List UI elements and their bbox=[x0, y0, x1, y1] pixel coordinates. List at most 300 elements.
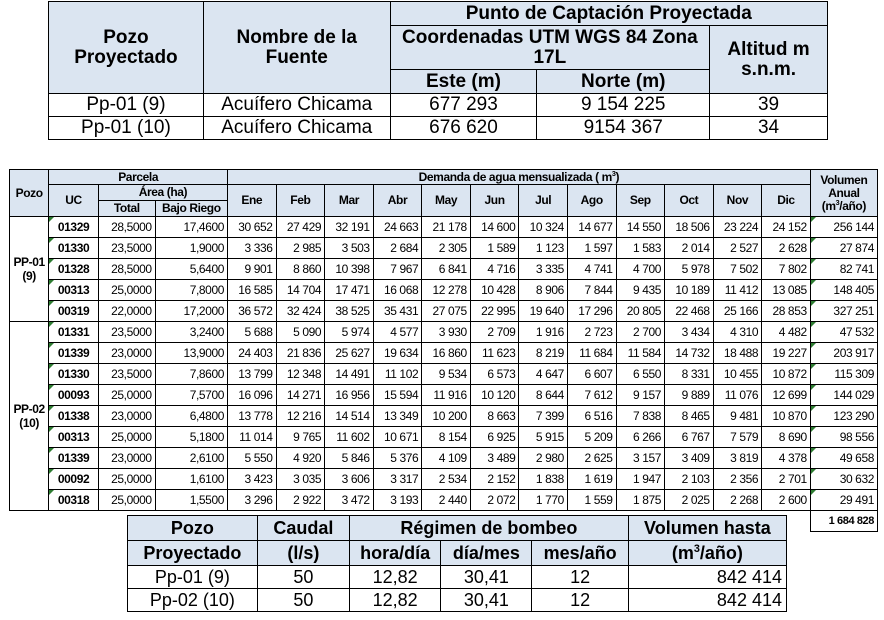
cell-month: 20 805 bbox=[616, 301, 665, 322]
cell-month: 5 550 bbox=[228, 448, 277, 469]
cell-month: 11 076 bbox=[713, 385, 762, 406]
cell-month: 2 152 bbox=[470, 469, 519, 490]
header-regimen: Régimen de bombeo bbox=[350, 516, 629, 541]
header-punto: Punto de Captación Proyectada bbox=[390, 2, 827, 26]
cell-volumen: 203 917 bbox=[810, 343, 877, 364]
cell-fuente: Acuífero Chicama bbox=[203, 117, 390, 140]
cell-altitud: 34 bbox=[710, 117, 828, 140]
cell-total: 23,5000 bbox=[98, 364, 155, 385]
cell-month: 2 723 bbox=[567, 322, 616, 343]
volumen-unit-end: /año) bbox=[839, 198, 866, 213]
cell-month: 9 534 bbox=[422, 364, 471, 385]
cell-month: 4 647 bbox=[519, 364, 568, 385]
cell-month: 6 607 bbox=[567, 364, 616, 385]
cell-month: 10 870 bbox=[762, 406, 811, 427]
cell-month: 2 305 bbox=[422, 238, 471, 259]
cell-month: 3 409 bbox=[665, 448, 714, 469]
cell-month: 3 193 bbox=[373, 490, 422, 511]
volumen-unit bbox=[811, 197, 877, 213]
cell-bajo-riego: 3,2400 bbox=[155, 322, 227, 343]
cell-month: 11 684 bbox=[567, 343, 616, 364]
cell-month: 14 600 bbox=[470, 217, 519, 238]
cell-month: 8 154 bbox=[422, 427, 471, 448]
cell-pozo: Pp-01 (9) bbox=[128, 566, 258, 589]
cell-month: 19 634 bbox=[373, 343, 422, 364]
header-volumen-2 bbox=[628, 541, 786, 566]
header-volumen bbox=[810, 170, 877, 217]
month-header: Sep bbox=[616, 185, 665, 217]
cell-month: 3 296 bbox=[228, 490, 277, 511]
cell-month: 10 189 bbox=[665, 280, 714, 301]
cell-month: 13 778 bbox=[228, 406, 277, 427]
cell-month: 7 802 bbox=[762, 259, 811, 280]
cell-bajo-riego: 2,6100 bbox=[155, 448, 227, 469]
cell-month: 9 889 bbox=[665, 385, 714, 406]
cell-month: 10 455 bbox=[713, 364, 762, 385]
cell-month: 3 472 bbox=[325, 490, 374, 511]
table-row bbox=[10, 490, 878, 511]
month-header: Jul bbox=[519, 185, 568, 217]
cell-month: 7 838 bbox=[616, 406, 665, 427]
header-parcela: Parcela bbox=[49, 170, 228, 185]
cell-month: 10 324 bbox=[519, 217, 568, 238]
cell-volumen: 148 405 bbox=[810, 280, 877, 301]
header-coordenadas: Coordenadas UTM WGS 84 Zona 17L bbox=[390, 26, 710, 70]
cell-month: 8 690 bbox=[762, 427, 811, 448]
cell-month: 6 573 bbox=[470, 364, 519, 385]
cell-uc: 01339 bbox=[49, 448, 99, 469]
cell-volumen: 82 741 bbox=[810, 259, 877, 280]
cell-month: 3 819 bbox=[713, 448, 762, 469]
cell-month: 14 732 bbox=[665, 343, 714, 364]
cell-month: 5 209 bbox=[567, 427, 616, 448]
table-row bbox=[10, 343, 878, 364]
cell-norte: 9 154 225 bbox=[537, 94, 710, 117]
header-fuente: Nombre de la Fuente bbox=[203, 2, 390, 94]
cell-caudal: 50 bbox=[257, 566, 349, 589]
cell-bajo-riego: 17,2000 bbox=[155, 301, 227, 322]
cell-month: 10 398 bbox=[325, 259, 374, 280]
cell-month: 8 644 bbox=[519, 385, 568, 406]
table-row bbox=[10, 322, 878, 343]
cell-month: 15 594 bbox=[373, 385, 422, 406]
cell-pozo: Pp-01 (10) bbox=[49, 117, 204, 140]
cell-total: 23,0000 bbox=[98, 406, 155, 427]
volumen-label: Volumen Anual bbox=[820, 172, 868, 200]
cell-month: 19 640 bbox=[519, 301, 568, 322]
header-pozo: Pozo bbox=[10, 170, 49, 217]
cell-bajo-riego: 1,5500 bbox=[155, 490, 227, 511]
cell-month: 5 688 bbox=[228, 322, 277, 343]
cell-month: 11 102 bbox=[373, 364, 422, 385]
table-row bbox=[10, 280, 878, 301]
cell-caudal: 50 bbox=[257, 589, 349, 612]
header-dia: día/mes bbox=[441, 541, 532, 566]
month-header: Oct bbox=[665, 185, 714, 217]
cell-month: 8 860 bbox=[276, 259, 325, 280]
header-pozo-2: Proyectado bbox=[128, 541, 258, 566]
cell-month: 4 920 bbox=[276, 448, 325, 469]
header-total: Total bbox=[98, 201, 155, 217]
cell-month: 2 980 bbox=[519, 448, 568, 469]
cell-uc: 01329 bbox=[49, 217, 99, 238]
cell-month: 6 925 bbox=[470, 427, 519, 448]
cell-month: 7 612 bbox=[567, 385, 616, 406]
cell-month: 1 875 bbox=[616, 490, 665, 511]
cell-month: 7 399 bbox=[519, 406, 568, 427]
pozo-line2: (9) bbox=[22, 269, 36, 283]
cell-month: 11 412 bbox=[713, 280, 762, 301]
month-header: Mar bbox=[325, 185, 374, 217]
cell-month: 22 468 bbox=[665, 301, 714, 322]
cell-month: 14 514 bbox=[325, 406, 374, 427]
cell-month: 9 435 bbox=[616, 280, 665, 301]
table-row bbox=[128, 566, 787, 589]
table-row bbox=[10, 385, 878, 406]
month-header: Ene bbox=[228, 185, 277, 217]
cell-month: 24 403 bbox=[228, 343, 277, 364]
cell-month: 1 770 bbox=[519, 490, 568, 511]
table-row bbox=[10, 217, 878, 238]
cell-month: 2 922 bbox=[276, 490, 325, 511]
cell-month: 8 219 bbox=[519, 343, 568, 364]
pozo-line1: PP-01 bbox=[13, 255, 45, 269]
month-header: May bbox=[422, 185, 471, 217]
cell-month: 19 227 bbox=[762, 343, 811, 364]
cell-month: 5 376 bbox=[373, 448, 422, 469]
cell-month: 2 440 bbox=[422, 490, 471, 511]
cell-volumen: 123 290 bbox=[810, 406, 877, 427]
month-header: Jun bbox=[470, 185, 519, 217]
cell-month: 3 489 bbox=[470, 448, 519, 469]
cell-month: 13 085 bbox=[762, 280, 811, 301]
cell-norte: 9154 367 bbox=[537, 117, 710, 140]
cell-month: 9 901 bbox=[228, 259, 277, 280]
cell-month: 2 628 bbox=[762, 238, 811, 259]
cell-total: 23,0000 bbox=[98, 343, 155, 364]
cell-month: 5 978 bbox=[665, 259, 714, 280]
cell-month: 1 916 bbox=[519, 322, 568, 343]
header-area: Área (ha) bbox=[98, 185, 227, 201]
cell-month: 3 157 bbox=[616, 448, 665, 469]
cell-month: 6 516 bbox=[567, 406, 616, 427]
cell-month: 23 224 bbox=[713, 217, 762, 238]
cell-month: 8 331 bbox=[665, 364, 714, 385]
cell-month: 16 068 bbox=[373, 280, 422, 301]
cell-month: 2 356 bbox=[713, 469, 762, 490]
cell-total: 23,0000 bbox=[98, 448, 155, 469]
header-caudal-1: Caudal bbox=[257, 516, 349, 541]
cell-uc: 00093 bbox=[49, 385, 99, 406]
cell-month: 14 491 bbox=[325, 364, 374, 385]
cell-month: 14 271 bbox=[276, 385, 325, 406]
cell-month: 32 191 bbox=[325, 217, 374, 238]
cell-month: 28 853 bbox=[762, 301, 811, 322]
cell-month: 2 103 bbox=[665, 469, 714, 490]
cell-month: 6 550 bbox=[616, 364, 665, 385]
cell-month: 11 014 bbox=[228, 427, 277, 448]
cell-month: 18 488 bbox=[713, 343, 762, 364]
cell-month: 12 278 bbox=[422, 280, 471, 301]
cell-total: 25,0000 bbox=[98, 427, 155, 448]
cell-month: 3 503 bbox=[325, 238, 374, 259]
cell-total: 28,5000 bbox=[98, 217, 155, 238]
cell-month: 4 109 bbox=[422, 448, 471, 469]
table-row bbox=[10, 448, 878, 469]
cell-month: 21 836 bbox=[276, 343, 325, 364]
cell-month: 3 606 bbox=[325, 469, 374, 490]
cell-dia: 30,41 bbox=[441, 566, 532, 589]
volumen-sup: 3 bbox=[835, 197, 840, 207]
cell-bajo-riego: 6,4800 bbox=[155, 406, 227, 427]
month-header: Dic bbox=[762, 185, 811, 217]
table-row bbox=[49, 117, 828, 140]
cell-month: 27 075 bbox=[422, 301, 471, 322]
cell-uc: 00092 bbox=[49, 469, 99, 490]
demanda-sup: 3 bbox=[611, 168, 616, 178]
cell-total: 25,0000 bbox=[98, 469, 155, 490]
cell-bajo-riego: 17,4600 bbox=[155, 217, 227, 238]
cell-volumen: 47 532 bbox=[810, 322, 877, 343]
cell-month: 17 471 bbox=[325, 280, 374, 301]
cell-month: 3 423 bbox=[228, 469, 277, 490]
demanda-label: Demanda de agua mensualizada ( m bbox=[418, 169, 612, 184]
cell-month: 10 120 bbox=[470, 385, 519, 406]
cell-month: 16 585 bbox=[228, 280, 277, 301]
cell-month: 5 915 bbox=[519, 427, 568, 448]
cell-month: 7 844 bbox=[567, 280, 616, 301]
cell-uc: 00313 bbox=[49, 280, 99, 301]
cell-total: 22,0000 bbox=[98, 301, 155, 322]
cell-month: 7 579 bbox=[713, 427, 762, 448]
cell-month: 2 268 bbox=[713, 490, 762, 511]
cell-month: 38 525 bbox=[325, 301, 374, 322]
cell-month: 24 152 bbox=[762, 217, 811, 238]
cell-month: 3 336 bbox=[228, 238, 277, 259]
month-header: Abr bbox=[373, 185, 422, 217]
pozo-line2: (10) bbox=[19, 416, 39, 430]
cell-uc: 01339 bbox=[49, 343, 99, 364]
header-pozo: Pozo Proyectado bbox=[49, 2, 204, 94]
cell-month: 3 434 bbox=[665, 322, 714, 343]
cell-hora: 12,82 bbox=[350, 589, 441, 612]
cell-month: 2 701 bbox=[762, 469, 811, 490]
cell-bajo-riego: 7,8600 bbox=[155, 364, 227, 385]
captacion-table bbox=[48, 1, 828, 140]
cell-month: 14 677 bbox=[567, 217, 616, 238]
cell-month: 2 014 bbox=[665, 238, 714, 259]
cell-uc: 01330 bbox=[49, 238, 99, 259]
header-uc: UC bbox=[49, 185, 99, 217]
header-altitud: Altitud m s.n.m. bbox=[710, 26, 828, 94]
cell-month: 30 652 bbox=[228, 217, 277, 238]
cell-month: 10 200 bbox=[422, 406, 471, 427]
cell-volumen: 98 556 bbox=[810, 427, 877, 448]
header-este: Este (m) bbox=[390, 70, 537, 94]
cell-month: 16 096 bbox=[228, 385, 277, 406]
cell-month: 6 266 bbox=[616, 427, 665, 448]
cell-month: 3 335 bbox=[519, 259, 568, 280]
cell-volumen: 842 414 bbox=[628, 589, 786, 612]
pozo-group-label bbox=[10, 322, 49, 511]
grand-total: 1 684 828 bbox=[810, 511, 877, 532]
table-row bbox=[10, 301, 878, 322]
cell-month: 11 916 bbox=[422, 385, 471, 406]
header-hora: hora/día bbox=[350, 541, 441, 566]
table-row bbox=[10, 364, 878, 385]
cell-month: 4 741 bbox=[567, 259, 616, 280]
cell-mes: 12 bbox=[532, 566, 628, 589]
cell-month: 13 349 bbox=[373, 406, 422, 427]
cell-month: 2 985 bbox=[276, 238, 325, 259]
cell-month: 32 424 bbox=[276, 301, 325, 322]
cell-month: 27 429 bbox=[276, 217, 325, 238]
cell-month: 24 663 bbox=[373, 217, 422, 238]
cell-month: 4 716 bbox=[470, 259, 519, 280]
cell-hora: 12,82 bbox=[350, 566, 441, 589]
demanda-table bbox=[9, 169, 878, 532]
cell-month: 36 572 bbox=[228, 301, 277, 322]
cell-total: 25,0000 bbox=[98, 385, 155, 406]
cell-pozo: Pp-01 (9) bbox=[49, 94, 204, 117]
header-mes: mes/año bbox=[532, 541, 628, 566]
cell-month: 2 527 bbox=[713, 238, 762, 259]
cell-volumen: 842 414 bbox=[628, 566, 786, 589]
table-row bbox=[128, 589, 787, 612]
cell-month: 2 600 bbox=[762, 490, 811, 511]
cell-month: 4 577 bbox=[373, 322, 422, 343]
cell-month: 5 974 bbox=[325, 322, 374, 343]
cell-volumen: 49 658 bbox=[810, 448, 877, 469]
header-pozo-1: Pozo bbox=[128, 516, 258, 541]
cell-bajo-riego: 7,8000 bbox=[155, 280, 227, 301]
cell-uc: 00319 bbox=[49, 301, 99, 322]
cell-month: 1 559 bbox=[567, 490, 616, 511]
cell-dia: 30,41 bbox=[441, 589, 532, 612]
cell-month: 11 623 bbox=[470, 343, 519, 364]
cell-bajo-riego: 1,6100 bbox=[155, 469, 227, 490]
vol-sup: 3 bbox=[693, 543, 700, 555]
vol-unit-end: /año) bbox=[699, 543, 743, 563]
bombeo-table bbox=[127, 515, 787, 612]
cell-month: 9 157 bbox=[616, 385, 665, 406]
cell-month: 25 166 bbox=[713, 301, 762, 322]
cell-este: 676 620 bbox=[390, 117, 537, 140]
cell-month: 10 671 bbox=[373, 427, 422, 448]
cell-month: 10 872 bbox=[762, 364, 811, 385]
cell-month: 8 906 bbox=[519, 280, 568, 301]
table-row bbox=[49, 94, 828, 117]
pozo-line1: PP-02 bbox=[13, 402, 45, 416]
cell-fuente: Acuífero Chicama bbox=[203, 94, 390, 117]
cell-month: 16 956 bbox=[325, 385, 374, 406]
cell-este: 677 293 bbox=[390, 94, 537, 117]
table-row bbox=[10, 259, 878, 280]
cell-month: 25 627 bbox=[325, 343, 374, 364]
cell-total: 25,0000 bbox=[98, 280, 155, 301]
cell-month: 5 846 bbox=[325, 448, 374, 469]
cell-total: 23,5000 bbox=[98, 238, 155, 259]
cell-month: 2 709 bbox=[470, 322, 519, 343]
cell-month: 12 216 bbox=[276, 406, 325, 427]
volumen-unit-text: (m bbox=[821, 198, 836, 213]
month-header: Nov bbox=[713, 185, 762, 217]
month-header: Ago bbox=[567, 185, 616, 217]
cell-uc: 01338 bbox=[49, 406, 99, 427]
cell-month: 6 841 bbox=[422, 259, 471, 280]
table-row bbox=[10, 238, 878, 259]
header-demanda bbox=[228, 170, 811, 185]
cell-month: 1 838 bbox=[519, 469, 568, 490]
cell-month: 3 930 bbox=[422, 322, 471, 343]
cell-month: 6 767 bbox=[665, 427, 714, 448]
cell-bajo-riego: 1,9000 bbox=[155, 238, 227, 259]
cell-month: 4 310 bbox=[713, 322, 762, 343]
cell-month: 9 765 bbox=[276, 427, 325, 448]
cell-month: 2 534 bbox=[422, 469, 471, 490]
cell-mes: 12 bbox=[532, 589, 628, 612]
cell-uc: 00313 bbox=[49, 427, 99, 448]
cell-uc: 01331 bbox=[49, 322, 99, 343]
cell-pozo: Pp-02 (10) bbox=[128, 589, 258, 612]
cell-volumen: 27 874 bbox=[810, 238, 877, 259]
cell-bajo-riego: 13,9000 bbox=[155, 343, 227, 364]
header-caudal-2: (l/s) bbox=[257, 541, 349, 566]
header-bajo-riego: Bajo Riego bbox=[155, 201, 227, 217]
cell-month: 3 317 bbox=[373, 469, 422, 490]
cell-month: 2 684 bbox=[373, 238, 422, 259]
cell-month: 4 700 bbox=[616, 259, 665, 280]
cell-month: 12 699 bbox=[762, 385, 811, 406]
cell-month: 1 597 bbox=[567, 238, 616, 259]
cell-total: 28,5000 bbox=[98, 259, 155, 280]
cell-month: 17 296 bbox=[567, 301, 616, 322]
cell-month: 1 589 bbox=[470, 238, 519, 259]
cell-month: 14 550 bbox=[616, 217, 665, 238]
cell-month: 18 506 bbox=[665, 217, 714, 238]
cell-uc: 01328 bbox=[49, 259, 99, 280]
month-header: Feb bbox=[276, 185, 325, 217]
demanda-end: ) bbox=[615, 169, 620, 184]
cell-month: 2 700 bbox=[616, 322, 665, 343]
cell-month: 7 502 bbox=[713, 259, 762, 280]
cell-month: 4 378 bbox=[762, 448, 811, 469]
cell-bajo-riego: 5,1800 bbox=[155, 427, 227, 448]
cell-volumen: 327 251 bbox=[810, 301, 877, 322]
cell-volumen: 256 144 bbox=[810, 217, 877, 238]
cell-month: 13 799 bbox=[228, 364, 277, 385]
cell-volumen: 30 632 bbox=[810, 469, 877, 490]
cell-uc: 00318 bbox=[49, 490, 99, 511]
cell-altitud: 39 bbox=[710, 94, 828, 117]
header-volumen-1: Volumen hasta bbox=[628, 516, 786, 541]
cell-month: 2 625 bbox=[567, 448, 616, 469]
cell-month: 5 090 bbox=[276, 322, 325, 343]
pozo-group-label bbox=[10, 217, 49, 322]
cell-month: 9 481 bbox=[713, 406, 762, 427]
cell-month: 8 663 bbox=[470, 406, 519, 427]
cell-month: 22 995 bbox=[470, 301, 519, 322]
cell-month: 16 860 bbox=[422, 343, 471, 364]
cell-bajo-riego: 7,5700 bbox=[155, 385, 227, 406]
cell-bajo-riego: 5,6400 bbox=[155, 259, 227, 280]
table-row bbox=[10, 427, 878, 448]
table-row bbox=[10, 469, 878, 490]
cell-month: 1 947 bbox=[616, 469, 665, 490]
cell-month: 4 482 bbox=[762, 322, 811, 343]
header-norte: Norte (m) bbox=[537, 70, 710, 94]
cell-month: 11 602 bbox=[325, 427, 374, 448]
